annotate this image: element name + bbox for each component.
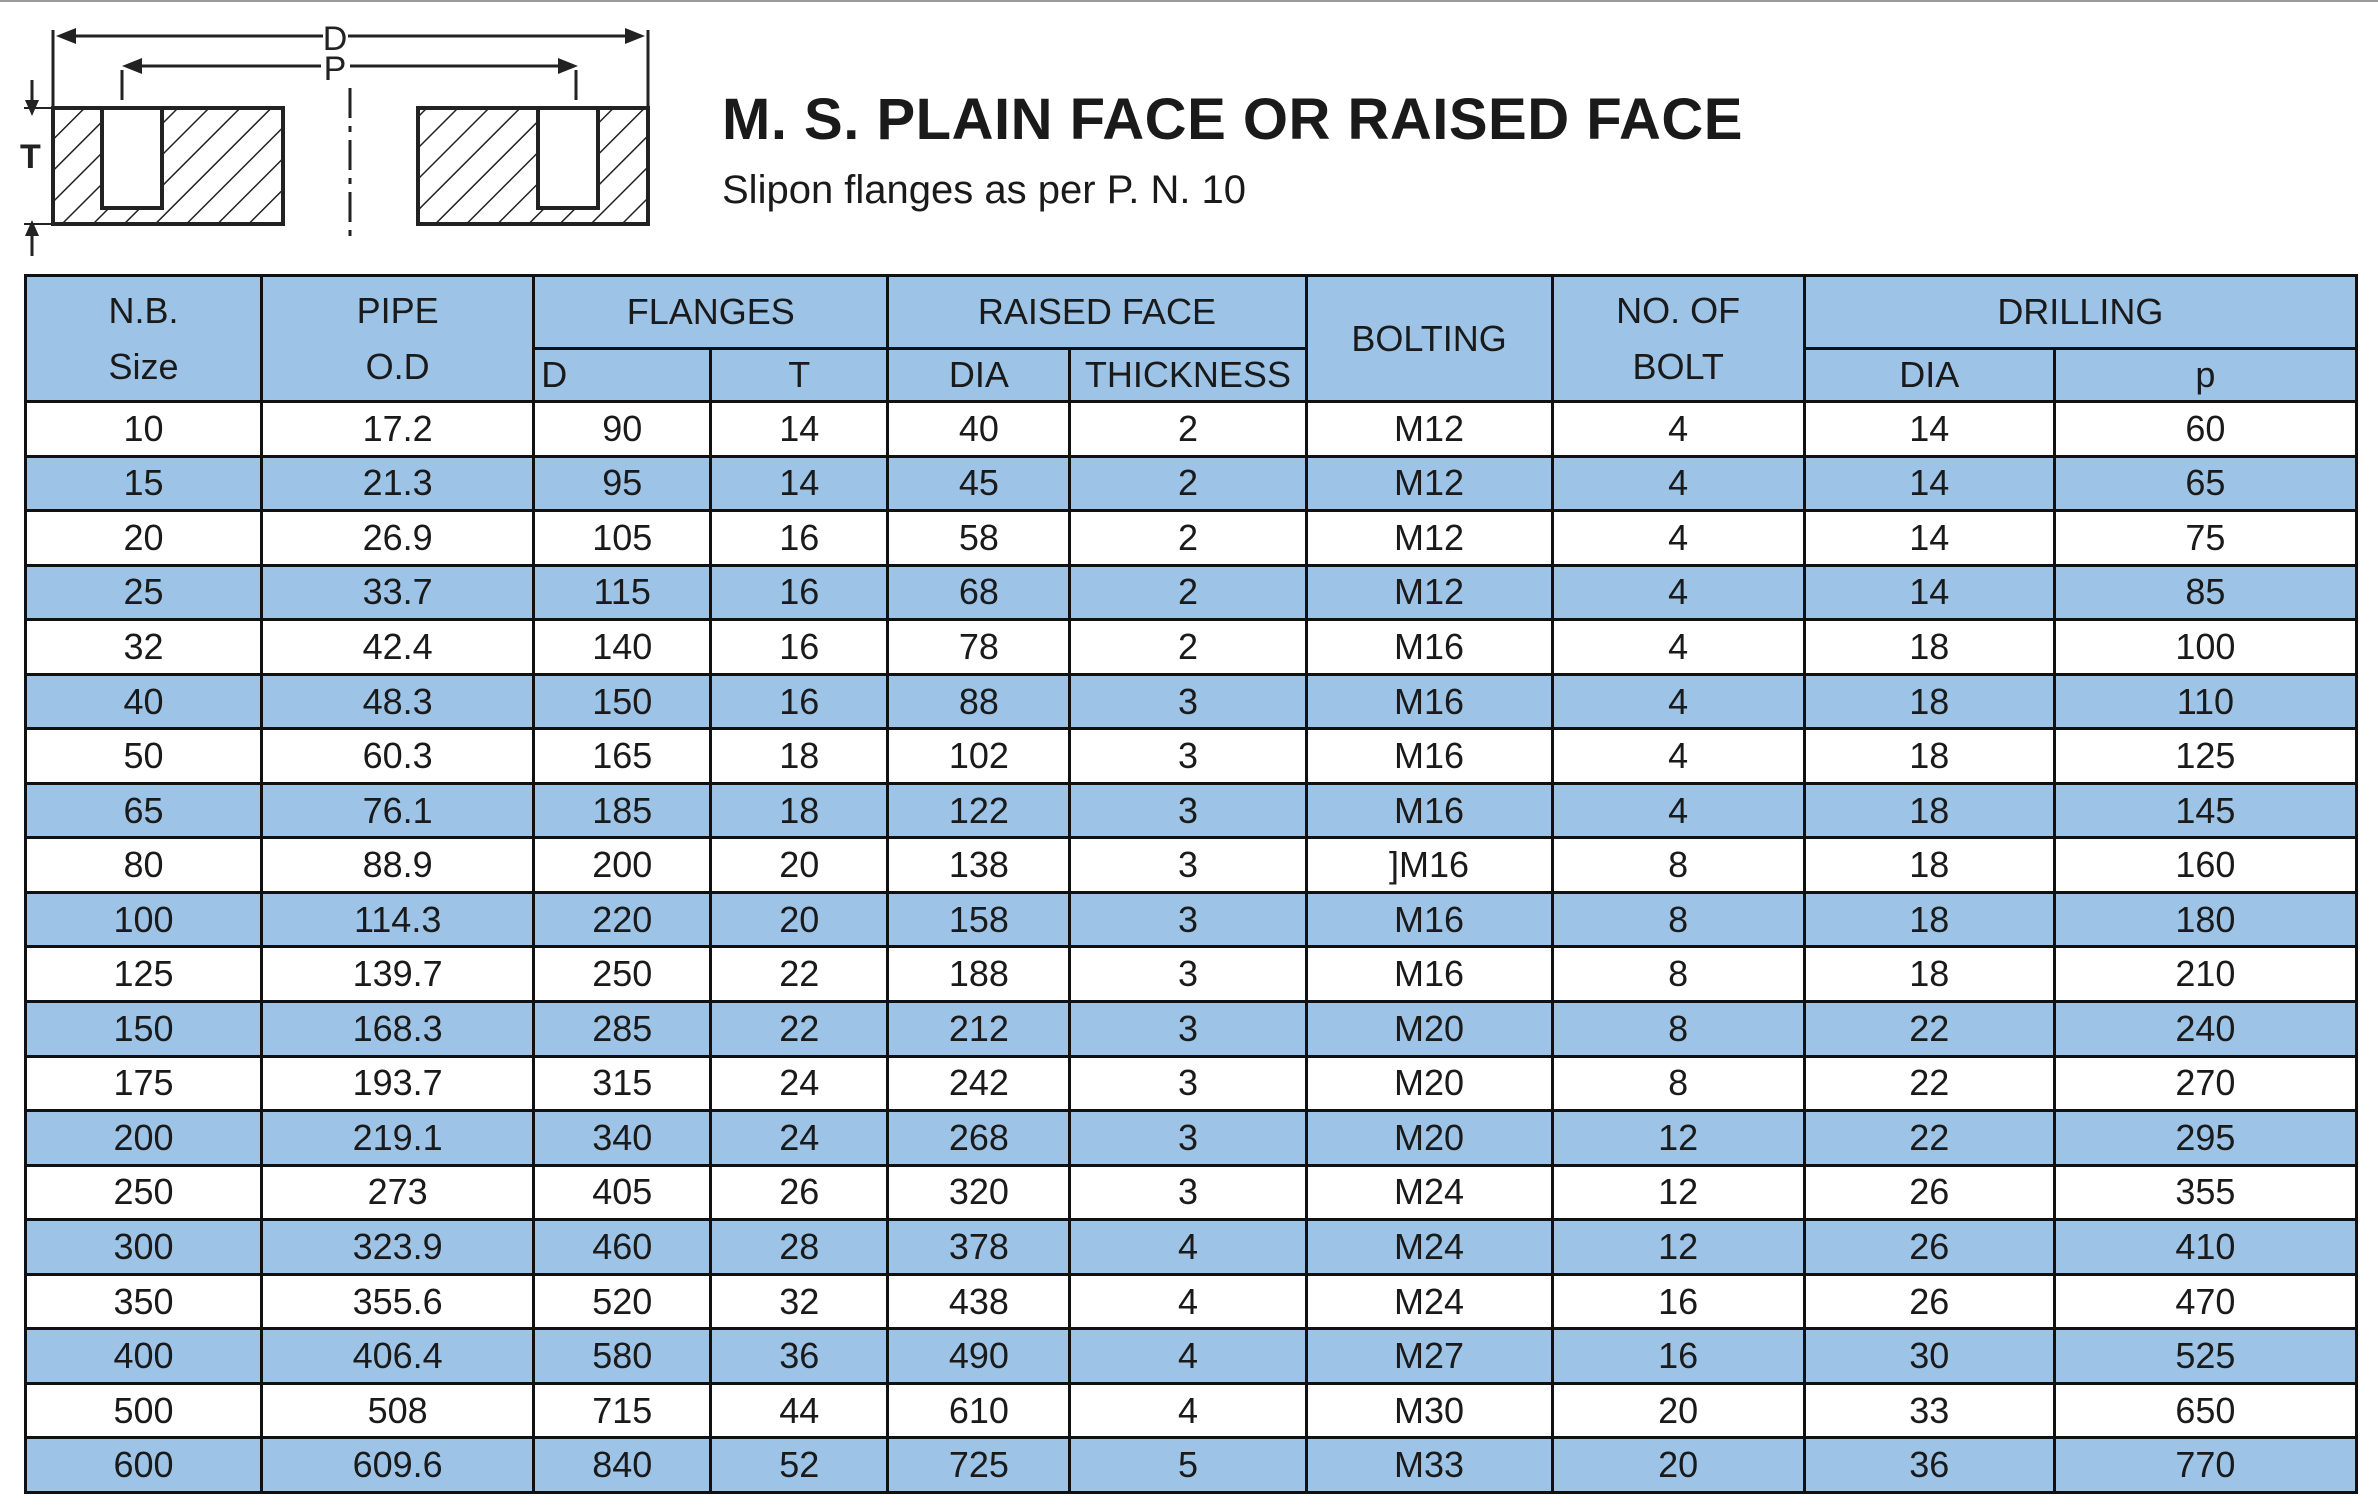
cell-rf-dia: 138 bbox=[888, 838, 1070, 893]
cell-flange-t: 22 bbox=[711, 947, 888, 1002]
cell-rf-dia: 242 bbox=[888, 1056, 1070, 1111]
cell-pipe-od: 219.1 bbox=[262, 1111, 534, 1166]
cell-bolting: M12 bbox=[1306, 565, 1552, 620]
table-row bbox=[26, 947, 2357, 1002]
cell-bolting: M20 bbox=[1306, 1002, 1552, 1057]
cell-drilling-p: 525 bbox=[2054, 1329, 2356, 1384]
cell-nb-size: 80 bbox=[26, 838, 262, 893]
cell-drilling-dia: 36 bbox=[1804, 1438, 2054, 1493]
cell-drilling-dia: 26 bbox=[1804, 1274, 2054, 1329]
table-row bbox=[26, 1111, 2357, 1166]
cell-bolting: M30 bbox=[1306, 1383, 1552, 1438]
dimension-label-p: P bbox=[323, 50, 347, 88]
header-bolts-line1: NO. OF bbox=[1616, 289, 1741, 331]
cell-nb-size: 400 bbox=[26, 1329, 262, 1384]
cell-drilling-dia: 22 bbox=[1804, 1056, 2054, 1111]
cell-no-of-bolt: 8 bbox=[1552, 947, 1804, 1002]
table-row bbox=[26, 1383, 2357, 1438]
cell-rf-dia: 88 bbox=[888, 674, 1070, 729]
cell-flange-d: 250 bbox=[534, 947, 711, 1002]
table-row bbox=[26, 456, 2357, 511]
cell-flange-t: 16 bbox=[711, 511, 888, 566]
cell-rf-thickness: 3 bbox=[1070, 1056, 1306, 1111]
cell-nb-size: 150 bbox=[26, 1002, 262, 1057]
cell-flange-d: 95 bbox=[534, 456, 711, 511]
cell-nb-size: 175 bbox=[26, 1056, 262, 1111]
cell-drilling-dia: 18 bbox=[1804, 892, 2054, 947]
header-pipe-od bbox=[262, 276, 534, 402]
cell-nb-size: 125 bbox=[26, 947, 262, 1002]
cell-no-of-bolt: 4 bbox=[1552, 456, 1804, 511]
cell-pipe-od: 88.9 bbox=[262, 838, 534, 893]
cell-no-of-bolt: 8 bbox=[1552, 838, 1804, 893]
header-no-of-bolt bbox=[1552, 276, 1804, 402]
table-row bbox=[26, 1220, 2357, 1275]
cell-rf-thickness: 5 bbox=[1070, 1438, 1306, 1493]
table-row bbox=[26, 1002, 2357, 1057]
cell-drilling-p: 75 bbox=[2054, 511, 2356, 566]
cell-flange-t: 20 bbox=[711, 838, 888, 893]
cell-pipe-od: 21.3 bbox=[262, 456, 534, 511]
cell-no-of-bolt: 4 bbox=[1552, 565, 1804, 620]
cell-rf-dia: 158 bbox=[888, 892, 1070, 947]
cell-bolting: M16 bbox=[1306, 620, 1552, 675]
header-row-1 bbox=[26, 276, 2357, 349]
cell-drilling-dia: 18 bbox=[1804, 947, 2054, 1002]
cell-pipe-od: 17.2 bbox=[262, 402, 534, 457]
cell-rf-thickness: 3 bbox=[1070, 838, 1306, 893]
cell-no-of-bolt: 4 bbox=[1552, 674, 1804, 729]
table-body bbox=[26, 402, 2357, 1493]
cell-flange-d: 340 bbox=[534, 1111, 711, 1166]
cell-pipe-od: 26.9 bbox=[262, 511, 534, 566]
cell-no-of-bolt: 16 bbox=[1552, 1329, 1804, 1384]
cell-drilling-dia: 18 bbox=[1804, 783, 2054, 838]
cell-rf-dia: 188 bbox=[888, 947, 1070, 1002]
cell-rf-dia: 438 bbox=[888, 1274, 1070, 1329]
cell-drilling-p: 240 bbox=[2054, 1002, 2356, 1057]
header-nb-line1: N.B. bbox=[108, 289, 179, 331]
cell-rf-dia: 212 bbox=[888, 1002, 1070, 1057]
top-rule bbox=[0, 0, 2378, 2]
table-row bbox=[26, 402, 2357, 457]
header-raised-face: RAISED FACE bbox=[888, 276, 1306, 349]
flange-cross-section-diagram bbox=[18, 18, 668, 258]
cell-drilling-dia: 30 bbox=[1804, 1329, 2054, 1384]
cell-flange-t: 20 bbox=[711, 892, 888, 947]
table-row bbox=[26, 565, 2357, 620]
cell-drilling-p: 270 bbox=[2054, 1056, 2356, 1111]
cell-no-of-bolt: 4 bbox=[1552, 511, 1804, 566]
cell-nb-size: 20 bbox=[26, 511, 262, 566]
cell-nb-size: 600 bbox=[26, 1438, 262, 1493]
cell-drilling-p: 410 bbox=[2054, 1220, 2356, 1275]
cell-rf-thickness: 3 bbox=[1070, 783, 1306, 838]
cell-rf-thickness: 3 bbox=[1070, 947, 1306, 1002]
table-row bbox=[26, 1329, 2357, 1384]
table-row bbox=[26, 511, 2357, 566]
cell-rf-thickness: 4 bbox=[1070, 1383, 1306, 1438]
cell-drilling-p: 100 bbox=[2054, 620, 2356, 675]
cell-drilling-dia: 26 bbox=[1804, 1220, 2054, 1275]
cell-pipe-od: 42.4 bbox=[262, 620, 534, 675]
cell-rf-thickness: 3 bbox=[1070, 1165, 1306, 1220]
cell-drilling-dia: 18 bbox=[1804, 838, 2054, 893]
cell-rf-thickness: 2 bbox=[1070, 565, 1306, 620]
cell-drilling-dia: 14 bbox=[1804, 511, 2054, 566]
header-drilling-dia: DIA bbox=[1804, 349, 2054, 402]
cell-bolting: M16 bbox=[1306, 783, 1552, 838]
cell-rf-thickness: 3 bbox=[1070, 1111, 1306, 1166]
cell-drilling-dia: 22 bbox=[1804, 1111, 2054, 1166]
cell-rf-dia: 102 bbox=[888, 729, 1070, 784]
cell-drilling-p: 180 bbox=[2054, 892, 2356, 947]
cell-drilling-dia: 14 bbox=[1804, 456, 2054, 511]
cell-flange-t: 16 bbox=[711, 674, 888, 729]
header-flanges-t: T bbox=[711, 349, 888, 402]
cell-no-of-bolt: 20 bbox=[1552, 1438, 1804, 1493]
cell-nb-size: 50 bbox=[26, 729, 262, 784]
table-row bbox=[26, 1056, 2357, 1111]
cell-bolting: M16 bbox=[1306, 674, 1552, 729]
cell-drilling-p: 65 bbox=[2054, 456, 2356, 511]
cell-nb-size: 300 bbox=[26, 1220, 262, 1275]
cell-drilling-p: 125 bbox=[2054, 729, 2356, 784]
cell-no-of-bolt: 16 bbox=[1552, 1274, 1804, 1329]
cell-drilling-dia: 18 bbox=[1804, 620, 2054, 675]
cell-rf-thickness: 3 bbox=[1070, 1002, 1306, 1057]
cell-no-of-bolt: 4 bbox=[1552, 783, 1804, 838]
cell-flange-t: 28 bbox=[711, 1220, 888, 1275]
dimension-label-t: T bbox=[20, 138, 41, 176]
header-rf-dia: DIA bbox=[888, 349, 1070, 402]
cell-nb-size: 250 bbox=[26, 1165, 262, 1220]
cell-flange-d: 200 bbox=[534, 838, 711, 893]
header-bolting: BOLTING bbox=[1306, 276, 1552, 402]
cell-nb-size: 350 bbox=[26, 1274, 262, 1329]
table-row bbox=[26, 1274, 2357, 1329]
cell-flange-t: 16 bbox=[711, 565, 888, 620]
page-title: M. S. PLAIN FACE OR RAISED FACE bbox=[722, 87, 1743, 152]
cell-rf-thickness: 4 bbox=[1070, 1220, 1306, 1275]
cell-flange-t: 14 bbox=[711, 456, 888, 511]
cell-rf-dia: 122 bbox=[888, 783, 1070, 838]
cell-drilling-dia: 18 bbox=[1804, 729, 2054, 784]
cell-rf-dia: 268 bbox=[888, 1111, 1070, 1166]
cell-flange-t: 36 bbox=[711, 1329, 888, 1384]
cell-flange-d: 840 bbox=[534, 1438, 711, 1493]
cell-pipe-od: 406.4 bbox=[262, 1329, 534, 1384]
header-drilling: DRILLING bbox=[1804, 276, 2356, 349]
cell-flange-d: 185 bbox=[534, 783, 711, 838]
cell-pipe-od: 76.1 bbox=[262, 783, 534, 838]
cell-rf-thickness: 2 bbox=[1070, 456, 1306, 511]
table-row bbox=[26, 783, 2357, 838]
cell-pipe-od: 609.6 bbox=[262, 1438, 534, 1493]
cell-rf-dia: 40 bbox=[888, 402, 1070, 457]
cell-nb-size: 200 bbox=[26, 1111, 262, 1166]
cell-drilling-p: 145 bbox=[2054, 783, 2356, 838]
cell-rf-dia: 610 bbox=[888, 1383, 1070, 1438]
cell-drilling-p: 650 bbox=[2054, 1383, 2356, 1438]
cell-bolting: M16 bbox=[1306, 947, 1552, 1002]
cell-drilling-dia: 33 bbox=[1804, 1383, 2054, 1438]
cell-no-of-bolt: 8 bbox=[1552, 1056, 1804, 1111]
header-pipe-line2: O.D bbox=[365, 345, 430, 387]
cell-pipe-od: 323.9 bbox=[262, 1220, 534, 1275]
header-drilling-p: p bbox=[2054, 349, 2356, 402]
header-nb-size bbox=[26, 276, 262, 402]
cell-nb-size: 100 bbox=[26, 892, 262, 947]
cell-flange-d: 165 bbox=[534, 729, 711, 784]
header-rf-thickness: THICKNESS bbox=[1070, 349, 1306, 402]
cell-rf-thickness: 4 bbox=[1070, 1274, 1306, 1329]
cell-flange-t: 18 bbox=[711, 783, 888, 838]
cell-drilling-p: 160 bbox=[2054, 838, 2356, 893]
cell-rf-thickness: 3 bbox=[1070, 729, 1306, 784]
cell-flange-t: 26 bbox=[711, 1165, 888, 1220]
header-flanges: FLANGES bbox=[534, 276, 888, 349]
header-pipe-line1: PIPE bbox=[356, 289, 439, 331]
table-row bbox=[26, 892, 2357, 947]
table-row bbox=[26, 838, 2357, 893]
cell-nb-size: 15 bbox=[26, 456, 262, 511]
cell-rf-dia: 78 bbox=[888, 620, 1070, 675]
cell-pipe-od: 139.7 bbox=[262, 947, 534, 1002]
cell-no-of-bolt: 12 bbox=[1552, 1111, 1804, 1166]
cell-no-of-bolt: 4 bbox=[1552, 620, 1804, 675]
cell-no-of-bolt: 8 bbox=[1552, 892, 1804, 947]
cell-pipe-od: 114.3 bbox=[262, 892, 534, 947]
cell-drilling-dia: 22 bbox=[1804, 1002, 2054, 1057]
cell-flange-t: 14 bbox=[711, 402, 888, 457]
cell-pipe-od: 48.3 bbox=[262, 674, 534, 729]
cell-pipe-od: 33.7 bbox=[262, 565, 534, 620]
cell-flange-d: 460 bbox=[534, 1220, 711, 1275]
page-subtitle: Slipon flanges as per P. N. 10 bbox=[722, 168, 1247, 212]
cell-pipe-od: 168.3 bbox=[262, 1002, 534, 1057]
cell-bolting: M12 bbox=[1306, 456, 1552, 511]
cell-bolting: M20 bbox=[1306, 1056, 1552, 1111]
cell-drilling-p: 770 bbox=[2054, 1438, 2356, 1493]
cell-rf-thickness: 3 bbox=[1070, 892, 1306, 947]
cell-rf-dia: 58 bbox=[888, 511, 1070, 566]
cell-flange-d: 715 bbox=[534, 1383, 711, 1438]
cell-no-of-bolt: 4 bbox=[1552, 729, 1804, 784]
cell-drilling-p: 60 bbox=[2054, 402, 2356, 457]
cell-flange-t: 16 bbox=[711, 620, 888, 675]
cell-drilling-p: 85 bbox=[2054, 565, 2356, 620]
cell-bolting: M20 bbox=[1306, 1111, 1552, 1166]
cell-rf-dia: 378 bbox=[888, 1220, 1070, 1275]
cell-no-of-bolt: 4 bbox=[1552, 402, 1804, 457]
cell-rf-thickness: 3 bbox=[1070, 674, 1306, 729]
cell-pipe-od: 60.3 bbox=[262, 729, 534, 784]
table-row bbox=[26, 620, 2357, 675]
cell-rf-dia: 320 bbox=[888, 1165, 1070, 1220]
cell-pipe-od: 273 bbox=[262, 1165, 534, 1220]
cell-bolting: M24 bbox=[1306, 1274, 1552, 1329]
cell-rf-dia: 45 bbox=[888, 456, 1070, 511]
table-row bbox=[26, 1165, 2357, 1220]
header-flanges-d: D bbox=[534, 349, 711, 402]
cell-flange-d: 520 bbox=[534, 1274, 711, 1329]
cell-flange-d: 405 bbox=[534, 1165, 711, 1220]
cell-drilling-p: 295 bbox=[2054, 1111, 2356, 1166]
cell-flange-d: 150 bbox=[534, 674, 711, 729]
cell-pipe-od: 355.6 bbox=[262, 1274, 534, 1329]
cell-bolting: M27 bbox=[1306, 1329, 1552, 1384]
cell-drilling-dia: 14 bbox=[1804, 565, 2054, 620]
cell-rf-thickness: 4 bbox=[1070, 1329, 1306, 1384]
cell-flange-d: 220 bbox=[534, 892, 711, 947]
cell-bolting: M12 bbox=[1306, 402, 1552, 457]
cell-flange-d: 285 bbox=[534, 1002, 711, 1057]
cell-flange-t: 44 bbox=[711, 1383, 888, 1438]
cell-flange-t: 24 bbox=[711, 1111, 888, 1166]
cell-bolting: M33 bbox=[1306, 1438, 1552, 1493]
cell-drilling-p: 470 bbox=[2054, 1274, 2356, 1329]
cell-flange-d: 90 bbox=[534, 402, 711, 457]
cell-flange-d: 115 bbox=[534, 565, 711, 620]
cell-drilling-p: 110 bbox=[2054, 674, 2356, 729]
cell-bolting: M16 bbox=[1306, 729, 1552, 784]
cell-flange-t: 24 bbox=[711, 1056, 888, 1111]
cell-drilling-p: 355 bbox=[2054, 1165, 2356, 1220]
cell-bolting: ]M16 bbox=[1306, 838, 1552, 893]
cell-bolting: M24 bbox=[1306, 1220, 1552, 1275]
cell-pipe-od: 193.7 bbox=[262, 1056, 534, 1111]
cell-drilling-dia: 14 bbox=[1804, 402, 2054, 457]
table-row bbox=[26, 729, 2357, 784]
cell-rf-dia: 490 bbox=[888, 1329, 1070, 1384]
cell-no-of-bolt: 20 bbox=[1552, 1383, 1804, 1438]
cell-no-of-bolt: 12 bbox=[1552, 1165, 1804, 1220]
cell-flange-t: 32 bbox=[711, 1274, 888, 1329]
cell-bolting: M24 bbox=[1306, 1165, 1552, 1220]
cell-flange-d: 140 bbox=[534, 620, 711, 675]
cell-rf-dia: 68 bbox=[888, 565, 1070, 620]
header-bolts-line2: BOLT bbox=[1632, 345, 1724, 387]
cell-flange-d: 105 bbox=[534, 511, 711, 566]
cell-no-of-bolt: 12 bbox=[1552, 1220, 1804, 1275]
cell-nb-size: 500 bbox=[26, 1383, 262, 1438]
cell-pipe-od: 508 bbox=[262, 1383, 534, 1438]
cell-flange-t: 52 bbox=[711, 1438, 888, 1493]
dimension-label-d: D bbox=[322, 20, 348, 58]
cell-bolting: M16 bbox=[1306, 892, 1552, 947]
table-row bbox=[26, 674, 2357, 729]
header-nb-line2: Size bbox=[108, 345, 179, 387]
cell-flange-t: 18 bbox=[711, 729, 888, 784]
cell-nb-size: 10 bbox=[26, 402, 262, 457]
cell-rf-dia: 725 bbox=[888, 1438, 1070, 1493]
cell-drilling-p: 210 bbox=[2054, 947, 2356, 1002]
cell-flange-d: 580 bbox=[534, 1329, 711, 1384]
cell-rf-thickness: 2 bbox=[1070, 620, 1306, 675]
cell-bolting: M12 bbox=[1306, 511, 1552, 566]
cell-nb-size: 32 bbox=[26, 620, 262, 675]
cell-nb-size: 40 bbox=[26, 674, 262, 729]
cell-flange-d: 315 bbox=[534, 1056, 711, 1111]
cell-nb-size: 25 bbox=[26, 565, 262, 620]
cell-rf-thickness: 2 bbox=[1070, 511, 1306, 566]
flange-specification-table bbox=[24, 274, 2358, 1494]
cell-rf-thickness: 2 bbox=[1070, 402, 1306, 457]
cell-no-of-bolt: 8 bbox=[1552, 1002, 1804, 1057]
table-row bbox=[26, 1438, 2357, 1493]
cell-nb-size: 65 bbox=[26, 783, 262, 838]
cell-drilling-dia: 18 bbox=[1804, 674, 2054, 729]
cell-drilling-dia: 26 bbox=[1804, 1165, 2054, 1220]
cell-flange-t: 22 bbox=[711, 1002, 888, 1057]
